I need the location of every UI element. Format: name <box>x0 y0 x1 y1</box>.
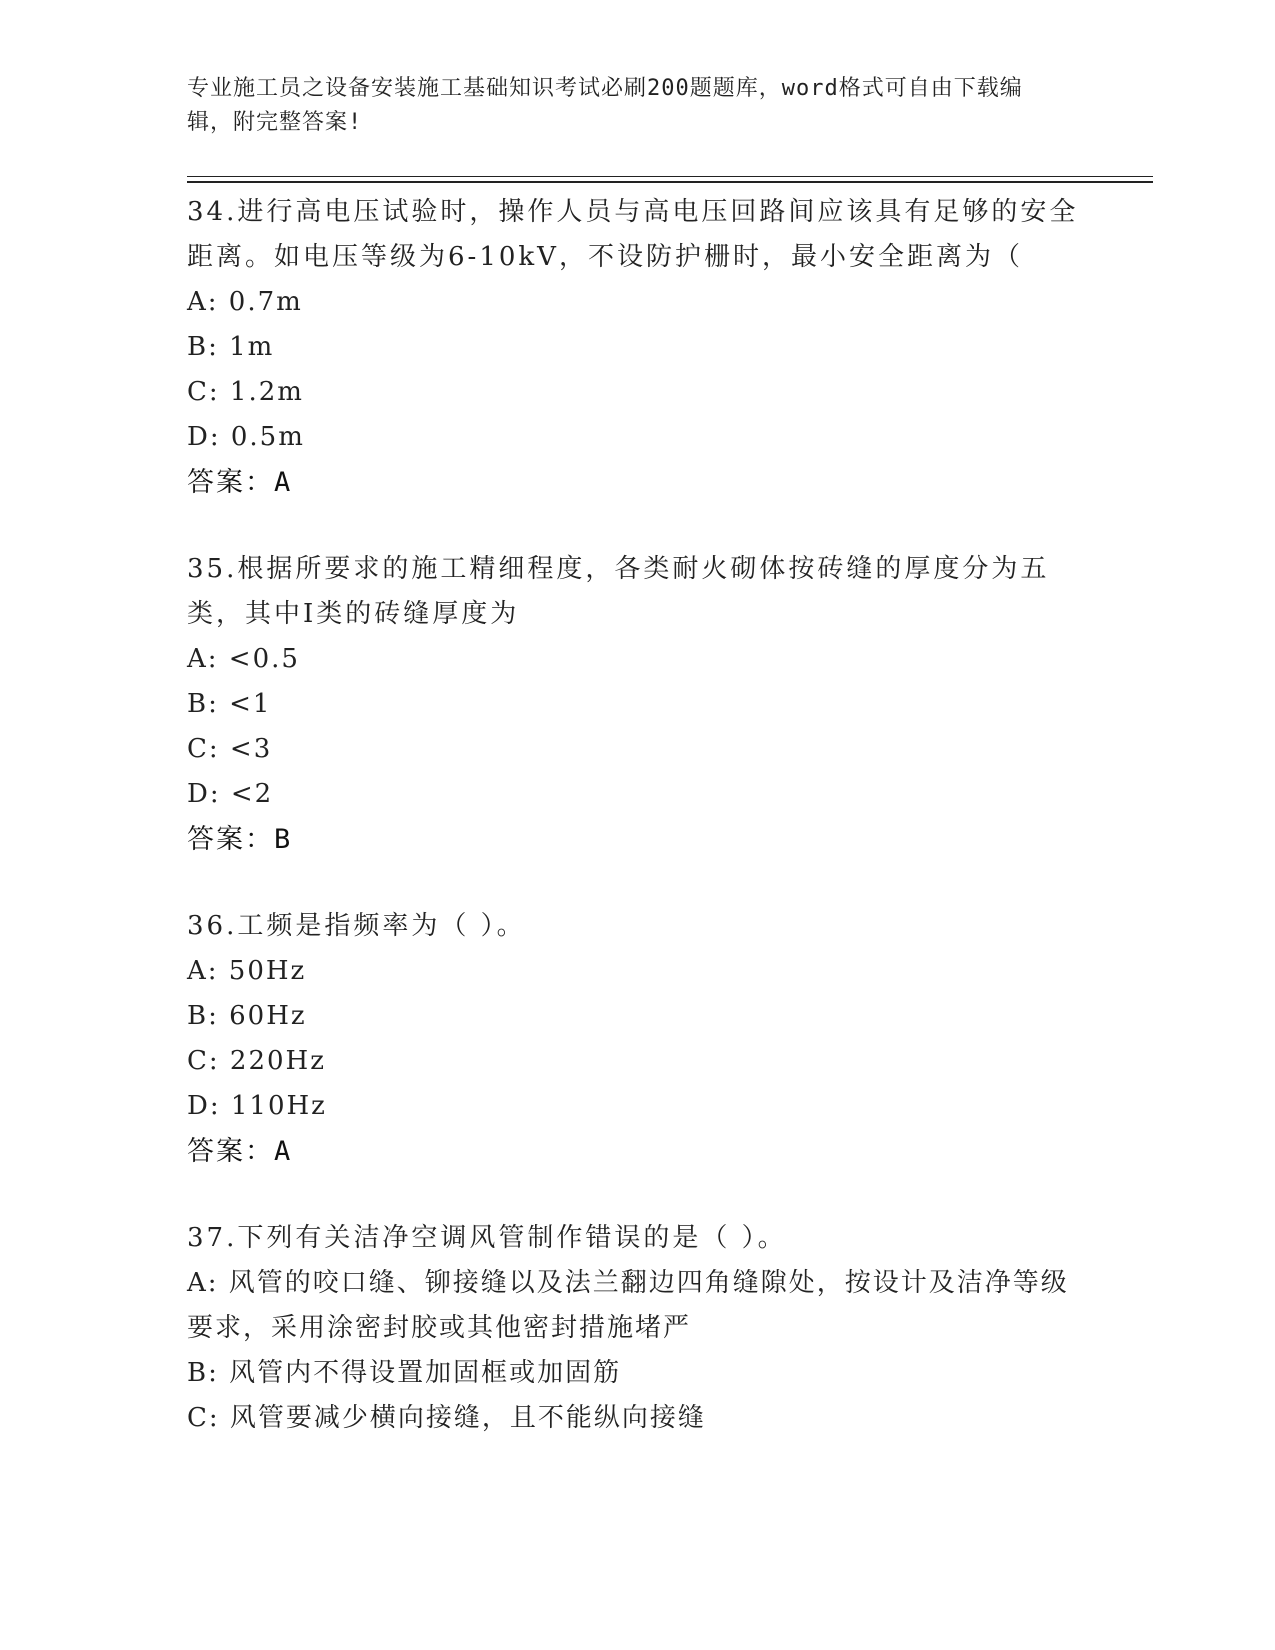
question-stem: 36.工频是指频率为（ ）。 <box>187 911 526 941</box>
option-c: C: <3 <box>187 734 273 764</box>
option-a: A: 0.7m <box>187 287 303 317</box>
answer-label: 答案：A <box>187 467 293 498</box>
question-35 <box>187 547 1087 862</box>
question-list <box>187 190 1087 1483</box>
question-stem: 37.下列有关洁净空调风管制作错误的是（ ）。 <box>187 1223 787 1253</box>
option-a: A: <0.5 <box>187 644 300 674</box>
option-c: C: 1.2m <box>187 377 304 407</box>
option-b: B: 1m <box>187 332 275 362</box>
option-d: D: <2 <box>187 779 274 809</box>
header-divider-thick <box>187 181 1153 183</box>
answer-label: 答案：B <box>187 824 293 855</box>
question-stem: 35.根据所要求的施工精细程度，各类耐火砌体按砖缝的厚度分为五类，其中Ⅰ类的砖缝厚度为 <box>187 554 1050 629</box>
header-title: 专业施工员之设备安装施工基础知识考试必刷200题题库，word格式可自由下载编辑，附完整答案! <box>187 76 1023 135</box>
option-b: B: 60Hz <box>187 1001 307 1031</box>
option-c: C: 风管要减少横向接缝，且不能纵向接缝 <box>187 1403 706 1433</box>
option-a: A: 50Hz <box>187 956 307 986</box>
question-34 <box>187 190 1087 505</box>
option-d: D: 110Hz <box>187 1091 327 1121</box>
option-a: A: 风管的咬口缝、铆接缝以及法兰翻边四角缝隙处，按设计及洁净等级要求，采用涂密封胶或其他密封措施堵严 <box>187 1268 1069 1343</box>
answer-label: 答案：A <box>187 1136 293 1167</box>
option-c: C: 220Hz <box>187 1046 326 1076</box>
option-b: B: <1 <box>187 689 272 719</box>
question-stem: 34.进行高电压试验时，操作人员与高电压回路间应该具有足够的安全距离。如电压等级为6-10kV，不设防护栅时，最小安全距离为（ <box>187 197 1079 272</box>
question-36 <box>187 904 1087 1174</box>
header-divider-thin <box>187 176 1153 177</box>
question-37 <box>187 1216 1087 1441</box>
document-header <box>187 72 1067 140</box>
option-b: B: 风管内不得设置加固框或加固筋 <box>187 1358 622 1388</box>
option-d: D: 0.5m <box>187 422 305 452</box>
